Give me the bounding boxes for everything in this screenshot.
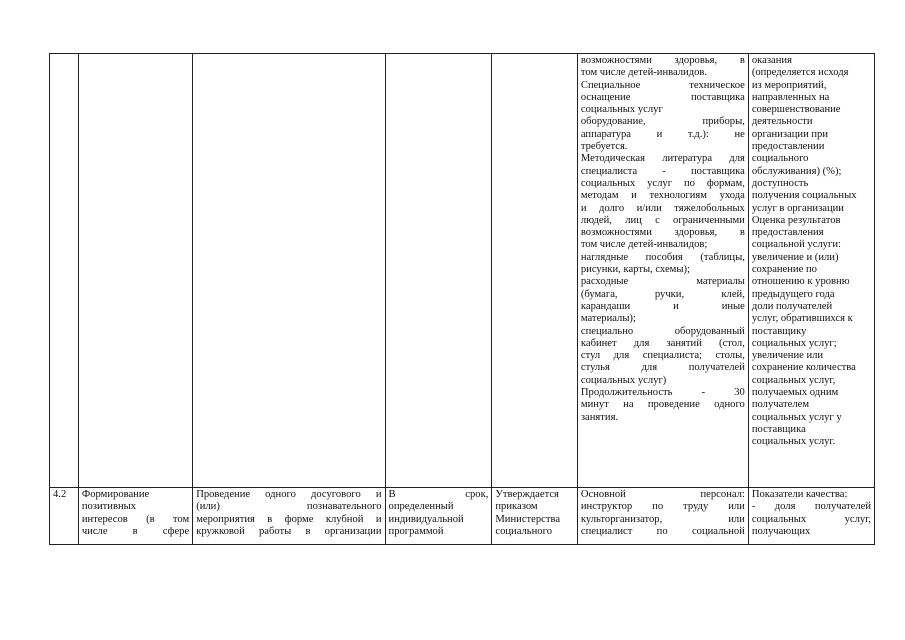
text-line: людей, лиц с ограниченными <box>580 214 745 226</box>
table-row <box>50 488 875 545</box>
text-line: деятельности <box>751 116 813 128</box>
cell-service-name <box>78 54 192 488</box>
text-line: социальных услуг <box>580 104 663 116</box>
text-line: том числе детей-инвалидов; <box>580 239 708 251</box>
text-line: позитивных <box>81 501 137 513</box>
text-line: направленных на <box>751 91 830 103</box>
text-line: получаемых одним <box>751 387 839 399</box>
text-line: Оценка результатов <box>751 214 841 226</box>
text-line: расходные материалы <box>580 276 745 288</box>
text-line: Утверждается <box>495 489 559 500</box>
text-line: Показатели качества: <box>751 489 848 500</box>
text-line: Специальное техническое <box>580 79 745 91</box>
cell-description <box>193 54 385 488</box>
text-line: Проведение одного досугового и <box>196 489 382 500</box>
text-line: интересов (в том <box>81 513 190 525</box>
text-line: сохранение по <box>751 264 817 276</box>
text-line: предоставления <box>751 227 824 239</box>
text-line: услуг, обратившихся к <box>751 313 853 325</box>
text-line: доступность <box>751 177 809 189</box>
cell-tariff <box>492 54 577 488</box>
text-line: социальных услуг; <box>751 337 837 349</box>
text-line: оборудование, приборы, <box>580 116 745 128</box>
text-line: Министерства <box>495 513 561 525</box>
text-line: возможностями здоровья, в <box>580 55 745 66</box>
text-line: доли получателей <box>751 300 833 312</box>
cell-number <box>50 488 79 545</box>
text-line: увеличение или <box>751 350 824 362</box>
text-line: социальной услуги: <box>751 239 841 251</box>
cell-description <box>193 488 385 545</box>
text-line: наглядные пособия (таблицы, <box>580 251 745 263</box>
text-line: минут на проведение одного <box>580 399 745 411</box>
cell-quality-indicators <box>748 488 874 545</box>
cell-deadline <box>385 488 492 545</box>
text-line: культорганизатор, или <box>580 513 745 525</box>
text-line: специалист по социальной <box>580 525 745 537</box>
text-line: социальных услуг, <box>751 374 836 386</box>
text-line: методам и технологиям ухода <box>580 190 745 202</box>
cell-number <box>50 54 79 488</box>
text-line: рисунки, карты, схемы); <box>580 264 690 276</box>
text-line: социальных услуг. <box>751 436 836 448</box>
text-line: организации при <box>751 128 829 140</box>
text-line: оснащение поставщика <box>580 91 745 103</box>
text-line: Формирование <box>81 489 150 500</box>
text-line: из мероприятий, <box>751 79 827 91</box>
text-line: (определяется исходя <box>751 67 849 79</box>
text-line: Продолжительность - 30 <box>580 387 745 399</box>
text-line: предоставлении <box>751 141 825 153</box>
text-line: социальных услуг у <box>751 411 842 423</box>
text-line: получателем <box>751 399 810 411</box>
text-line: Методическая литература для <box>580 153 745 165</box>
text-line: увеличение и (или) <box>751 251 839 263</box>
text-line: специально оборудованный <box>580 325 745 337</box>
text-line: услуг в организации <box>751 202 844 214</box>
cell-tariff <box>492 488 577 545</box>
text-line: совершенствование <box>751 104 841 116</box>
text-line: поставщику <box>751 325 807 337</box>
text-line: кружковой работы в организации <box>196 525 382 537</box>
cell-service-name <box>78 488 192 545</box>
text-line: мероприятия в форме клубной и <box>196 513 382 525</box>
text-line: получающих <box>751 525 811 537</box>
text-line: занятия. <box>580 411 619 423</box>
text-line: стулья для получателей <box>580 362 745 374</box>
text-line: индивидуальной <box>388 513 464 525</box>
text-line: материалы); <box>580 313 636 325</box>
text-line: числе в сфере <box>81 525 190 537</box>
text-line: программой <box>388 525 444 537</box>
text-line: (бумага, ручки, клей, <box>580 288 745 300</box>
text-line: и долго и/или тяжелобольных <box>580 202 745 214</box>
cell-conditions <box>577 488 748 545</box>
text-line: отношению к уровню <box>751 276 850 288</box>
text-line: аппаратура и т.д.): не <box>580 128 745 140</box>
text-line: требуется. <box>580 141 628 153</box>
text-line: социального <box>751 153 809 165</box>
text-line: обслуживания) (%); <box>751 165 842 177</box>
text-line: получения социальных <box>751 190 857 202</box>
text-line: (или) познавательного <box>196 501 382 513</box>
cell-quality-indicators <box>748 54 874 488</box>
cell-conditions <box>577 54 748 488</box>
text-line: предыдущего года <box>751 288 835 300</box>
text-line: сохранение количества <box>751 362 856 374</box>
text-line: социальных услуг) <box>580 374 667 386</box>
text-line: - доля получателей <box>751 501 871 513</box>
text-line: Основной персонал: <box>580 489 745 500</box>
text-line: поставщика <box>751 423 806 435</box>
text-line: инструктор по труду или <box>580 501 745 513</box>
table-row <box>50 54 875 488</box>
text-line: В срок, <box>388 489 489 500</box>
text-line: приказом <box>495 501 538 513</box>
text-line: социального <box>495 525 552 537</box>
text-line: оказания <box>751 55 792 66</box>
text-line: карандаши и иные <box>580 300 745 312</box>
text-line: кабинет для занятий (стол, <box>580 337 745 349</box>
text-line: возможностями здоровья, в <box>580 227 745 239</box>
text-line: социальных услуг по формам, <box>580 177 745 189</box>
text-line: стул для специалиста; столы, <box>580 350 745 362</box>
row-number: 4.2 <box>53 489 67 500</box>
text-line: специалиста - поставщика <box>580 165 745 177</box>
text-line: определенный <box>388 501 454 513</box>
cell-deadline <box>385 54 492 488</box>
text-line: социальных услуг, <box>751 513 871 525</box>
services-table <box>49 53 875 545</box>
text-line: том числе детей-инвалидов. <box>580 67 708 79</box>
